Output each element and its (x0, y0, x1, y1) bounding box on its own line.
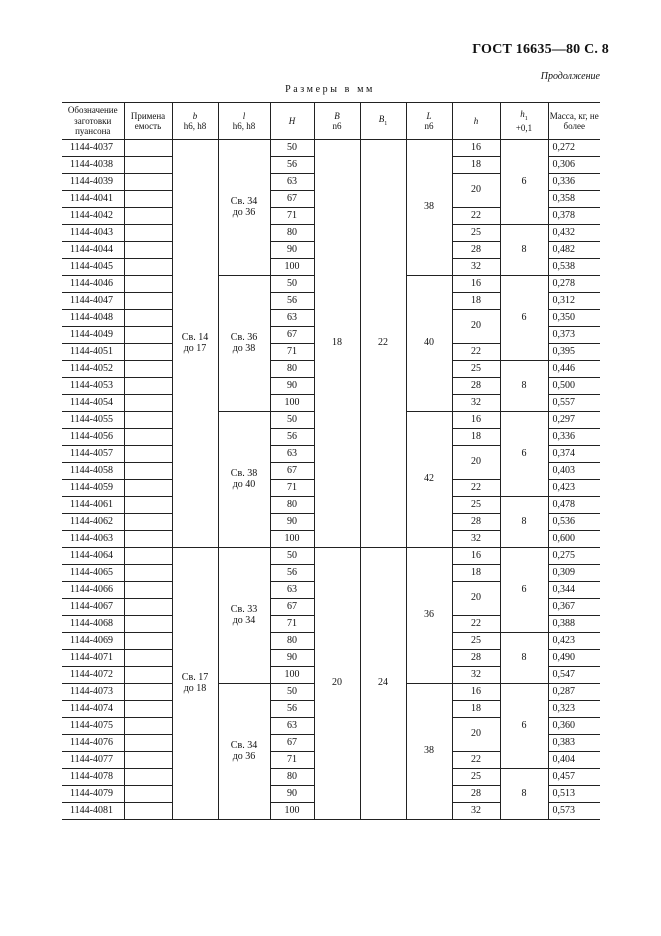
cell-H: 50 (270, 140, 314, 157)
cell-mass: 0,373 (548, 327, 600, 344)
cell-l-group (218, 140, 270, 276)
header-l: l h6, h8 (218, 103, 270, 140)
cell-application (124, 259, 172, 276)
cell-designation: 1144-4075 (62, 718, 124, 735)
cell-application (124, 565, 172, 582)
header-B1: $B_1$ (360, 103, 406, 140)
cell-designation: 1144-4058 (62, 463, 124, 480)
cell-mass: 0,388 (548, 616, 600, 633)
cell-designation: 1144-4056 (62, 429, 124, 446)
cell-designation: 1144-4078 (62, 769, 124, 786)
cell-h: 18 (452, 565, 500, 582)
cell-mass: 0,312 (548, 293, 600, 310)
cell-designation: 1144-4037 (62, 140, 124, 157)
header-h1: $h_1$ +0,1 (500, 103, 548, 140)
cell-mass: 0,336 (548, 174, 600, 191)
cell-h: 20 (452, 582, 500, 616)
cell-designation: 1144-4059 (62, 480, 124, 497)
group-line-1: Св. 38 (230, 468, 258, 479)
cell-h: 28 (452, 514, 500, 531)
cell-designation: 1144-4071 (62, 650, 124, 667)
cell-h: 18 (452, 429, 500, 446)
cell-H: 63 (270, 310, 314, 327)
cell-B-group: 18 (314, 140, 360, 548)
cell-mass: 0,344 (548, 582, 600, 599)
cell-designation: 1144-4045 (62, 259, 124, 276)
cell-designation: 1144-4081 (62, 803, 124, 820)
group-line-1: Св. 14 (181, 332, 209, 343)
cell-h: 16 (452, 276, 500, 293)
cell-h: 18 (452, 701, 500, 718)
cell-l-group (218, 548, 270, 684)
cell-h: 16 (452, 412, 500, 429)
cell-designation: 1144-4041 (62, 191, 124, 208)
cell-h: 22 (452, 480, 500, 497)
cell-h: 25 (452, 633, 500, 650)
cell-l-group (218, 276, 270, 412)
cell-b-group (172, 140, 218, 548)
cell-application (124, 480, 172, 497)
page-header: ГОСТ 16635—80 С. 8 (472, 42, 609, 57)
cell-H: 80 (270, 633, 314, 650)
cell-mass: 0,336 (548, 429, 600, 446)
cell-h: 32 (452, 259, 500, 276)
cell-H: 50 (270, 548, 314, 565)
cell-designation: 1144-4065 (62, 565, 124, 582)
cell-application (124, 157, 172, 174)
dimensions-table (62, 102, 600, 820)
cell-application (124, 616, 172, 633)
cell-designation: 1144-4077 (62, 752, 124, 769)
cell-application (124, 718, 172, 735)
cell-h: 28 (452, 650, 500, 667)
cell-h: 16 (452, 548, 500, 565)
cell-mass: 0,309 (548, 565, 600, 582)
cell-mass: 0,350 (548, 310, 600, 327)
cell-application (124, 276, 172, 293)
header-mass: Масса, кг, не более (548, 103, 600, 140)
cell-application (124, 463, 172, 480)
cell-application (124, 446, 172, 463)
cell-h: 28 (452, 786, 500, 803)
cell-H: 71 (270, 480, 314, 497)
cell-mass: 0,547 (548, 667, 600, 684)
cell-h: 28 (452, 242, 500, 259)
group-line-2: до 34 (232, 614, 256, 626)
cell-mass: 0,446 (548, 361, 600, 378)
cell-H: 56 (270, 429, 314, 446)
cell-h: 18 (452, 293, 500, 310)
cell-H: 80 (270, 361, 314, 378)
cell-h1-group: 8 (500, 633, 548, 684)
cell-h1-group: 8 (500, 769, 548, 820)
cell-application (124, 667, 172, 684)
cell-H: 71 (270, 208, 314, 225)
table-header-row (62, 103, 600, 140)
cell-mass: 0,600 (548, 531, 600, 548)
cell-H: 71 (270, 616, 314, 633)
cell-designation: 1144-4043 (62, 225, 124, 242)
cell-h1-group: 6 (500, 412, 548, 497)
cell-h: 32 (452, 395, 500, 412)
cell-mass: 0,360 (548, 718, 600, 735)
cell-designation: 1144-4067 (62, 599, 124, 616)
cell-mass: 0,278 (548, 276, 600, 293)
cell-application (124, 701, 172, 718)
table-row (62, 140, 600, 157)
cell-application (124, 412, 172, 429)
cell-mass: 0,323 (548, 701, 600, 718)
cell-designation: 1144-4046 (62, 276, 124, 293)
group-line-1: Св. 34 (230, 196, 258, 207)
header-H: H (270, 103, 314, 140)
cell-designation: 1144-4048 (62, 310, 124, 327)
cell-L-group: 36 (406, 548, 452, 684)
cell-h1-group: 8 (500, 497, 548, 548)
cell-application (124, 548, 172, 565)
cell-h: 22 (452, 344, 500, 361)
cell-designation: 1144-4054 (62, 395, 124, 412)
cell-H: 63 (270, 718, 314, 735)
cell-H: 80 (270, 769, 314, 786)
cell-mass: 0,490 (548, 650, 600, 667)
cell-h1-group: 6 (500, 276, 548, 361)
cell-h1-group: 6 (500, 684, 548, 769)
cell-h: 25 (452, 361, 500, 378)
cell-application (124, 395, 172, 412)
header-h: h (452, 103, 500, 140)
cell-H: 100 (270, 259, 314, 276)
cell-L-group: 38 (406, 684, 452, 820)
cell-mass: 0,457 (548, 769, 600, 786)
cell-application (124, 599, 172, 616)
cell-mass: 0,500 (548, 378, 600, 395)
cell-h: 25 (452, 497, 500, 514)
group-line-2: до 40 (232, 478, 256, 490)
cell-H: 67 (270, 191, 314, 208)
header-L: L n6 (406, 103, 452, 140)
cell-B1-group: 24 (360, 548, 406, 820)
cell-designation: 1144-4066 (62, 582, 124, 599)
cell-H: 50 (270, 276, 314, 293)
group-line-2: до 18 (183, 682, 207, 694)
cell-H: 63 (270, 582, 314, 599)
cell-designation: 1144-4051 (62, 344, 124, 361)
cell-designation: 1144-4038 (62, 157, 124, 174)
cell-application (124, 752, 172, 769)
cell-mass: 0,383 (548, 735, 600, 752)
cell-L-group: 40 (406, 276, 452, 412)
cell-H: 67 (270, 463, 314, 480)
cell-mass: 0,482 (548, 242, 600, 259)
cell-designation: 1144-4076 (62, 735, 124, 752)
cell-h: 20 (452, 446, 500, 480)
cell-application (124, 191, 172, 208)
cell-mass: 0,432 (548, 225, 600, 242)
cell-B-group: 20 (314, 548, 360, 820)
cell-application (124, 650, 172, 667)
cell-H: 63 (270, 446, 314, 463)
cell-h1-group: 8 (500, 225, 548, 276)
cell-H: 56 (270, 565, 314, 582)
cell-H: 90 (270, 242, 314, 259)
cell-H: 71 (270, 344, 314, 361)
cell-b-group (172, 548, 218, 820)
cell-designation: 1144-4064 (62, 548, 124, 565)
cell-application (124, 310, 172, 327)
cell-h1-group: 8 (500, 361, 548, 412)
cell-mass: 0,272 (548, 140, 600, 157)
cell-designation: 1144-4052 (62, 361, 124, 378)
cell-H: 100 (270, 803, 314, 820)
cell-h: 22 (452, 208, 500, 225)
cell-application (124, 803, 172, 820)
group-line-2: до 36 (232, 750, 256, 762)
cell-H: 90 (270, 514, 314, 531)
cell-h: 18 (452, 157, 500, 174)
cell-H: 67 (270, 599, 314, 616)
cell-application (124, 327, 172, 344)
cell-L-group: 38 (406, 140, 452, 276)
cell-application (124, 293, 172, 310)
cell-mass: 0,423 (548, 633, 600, 650)
cell-H: 56 (270, 157, 314, 174)
cell-designation: 1144-4068 (62, 616, 124, 633)
cell-designation: 1144-4072 (62, 667, 124, 684)
header-b: b h6, h8 (172, 103, 218, 140)
cell-application (124, 514, 172, 531)
cell-H: 50 (270, 412, 314, 429)
cell-mass: 0,358 (548, 191, 600, 208)
cell-l-group (218, 684, 270, 820)
group-line-1: Св. 17 (181, 672, 209, 683)
cell-H: 100 (270, 531, 314, 548)
cell-designation: 1144-4069 (62, 633, 124, 650)
cell-H: 67 (270, 735, 314, 752)
cell-mass: 0,374 (548, 446, 600, 463)
cell-h: 28 (452, 378, 500, 395)
cell-mass: 0,538 (548, 259, 600, 276)
cell-H: 63 (270, 174, 314, 191)
cell-h: 20 (452, 174, 500, 208)
cell-mass: 0,573 (548, 803, 600, 820)
cell-h: 16 (452, 140, 500, 157)
cell-mass: 0,287 (548, 684, 600, 701)
cell-application (124, 378, 172, 395)
cell-designation: 1144-4049 (62, 327, 124, 344)
cell-H: 90 (270, 378, 314, 395)
cell-designation: 1144-4053 (62, 378, 124, 395)
group-line-1: Св. 33 (230, 604, 258, 615)
continuation-label: Продолжение (540, 71, 600, 82)
cell-H: 80 (270, 225, 314, 242)
cell-h: 32 (452, 531, 500, 548)
cell-mass: 0,423 (548, 480, 600, 497)
header-B: B n6 (314, 103, 360, 140)
cell-designation: 1144-4039 (62, 174, 124, 191)
cell-h: 25 (452, 225, 500, 242)
cell-designation: 1144-4042 (62, 208, 124, 225)
group-line-2: до 38 (232, 342, 256, 354)
cell-H: 71 (270, 752, 314, 769)
cell-mass: 0,557 (548, 395, 600, 412)
header-application: Примена емость (124, 103, 172, 140)
header-designation: Обозначение заготовки пуансона (62, 103, 124, 140)
cell-application (124, 225, 172, 242)
cell-mass: 0,513 (548, 786, 600, 803)
cell-h: 22 (452, 616, 500, 633)
cell-L-group: 42 (406, 412, 452, 548)
cell-h: 25 (452, 769, 500, 786)
table-row (62, 548, 600, 565)
cell-designation: 1144-4074 (62, 701, 124, 718)
cell-mass: 0,536 (548, 514, 600, 531)
cell-H: 100 (270, 667, 314, 684)
cell-mass: 0,404 (548, 752, 600, 769)
cell-h: 22 (452, 752, 500, 769)
cell-h: 20 (452, 310, 500, 344)
group-line-2: до 36 (232, 206, 256, 218)
cell-mass: 0,297 (548, 412, 600, 429)
cell-designation: 1144-4073 (62, 684, 124, 701)
cell-designation: 1144-4044 (62, 242, 124, 259)
cell-application (124, 429, 172, 446)
cell-designation: 1144-4062 (62, 514, 124, 531)
cell-h: 32 (452, 667, 500, 684)
cell-h: 16 (452, 684, 500, 701)
cell-mass: 0,403 (548, 463, 600, 480)
cell-application (124, 531, 172, 548)
table-caption: Размеры в мм (285, 84, 375, 95)
cell-application (124, 344, 172, 361)
cell-mass: 0,306 (548, 157, 600, 174)
table-body (62, 140, 600, 820)
cell-H: 100 (270, 395, 314, 412)
cell-H: 56 (270, 701, 314, 718)
group-line-1: Св. 34 (230, 740, 258, 751)
cell-h: 32 (452, 803, 500, 820)
cell-H: 56 (270, 293, 314, 310)
cell-B1-group: 22 (360, 140, 406, 548)
cell-designation: 1144-4057 (62, 446, 124, 463)
cell-h1-group: 6 (500, 140, 548, 225)
cell-designation: 1144-4061 (62, 497, 124, 514)
cell-application (124, 786, 172, 803)
cell-application (124, 242, 172, 259)
cell-application (124, 633, 172, 650)
cell-mass: 0,395 (548, 344, 600, 361)
cell-mass: 0,367 (548, 599, 600, 616)
cell-application (124, 582, 172, 599)
cell-H: 50 (270, 684, 314, 701)
group-line-2: до 17 (183, 342, 207, 354)
cell-application (124, 735, 172, 752)
cell-mass: 0,275 (548, 548, 600, 565)
cell-designation: 1144-4047 (62, 293, 124, 310)
cell-designation: 1144-4055 (62, 412, 124, 429)
cell-h1-group: 6 (500, 548, 548, 633)
cell-application (124, 684, 172, 701)
cell-designation: 1144-4063 (62, 531, 124, 548)
cell-application (124, 361, 172, 378)
cell-application (124, 769, 172, 786)
cell-H: 90 (270, 786, 314, 803)
group-line-1: Св. 36 (230, 332, 258, 343)
cell-mass: 0,478 (548, 497, 600, 514)
cell-H: 67 (270, 327, 314, 344)
cell-application (124, 497, 172, 514)
cell-application (124, 174, 172, 191)
cell-H: 80 (270, 497, 314, 514)
cell-l-group (218, 412, 270, 548)
cell-designation: 1144-4079 (62, 786, 124, 803)
cell-mass: 0,378 (548, 208, 600, 225)
cell-application (124, 208, 172, 225)
cell-h: 20 (452, 718, 500, 752)
cell-H: 90 (270, 650, 314, 667)
cell-application (124, 140, 172, 157)
